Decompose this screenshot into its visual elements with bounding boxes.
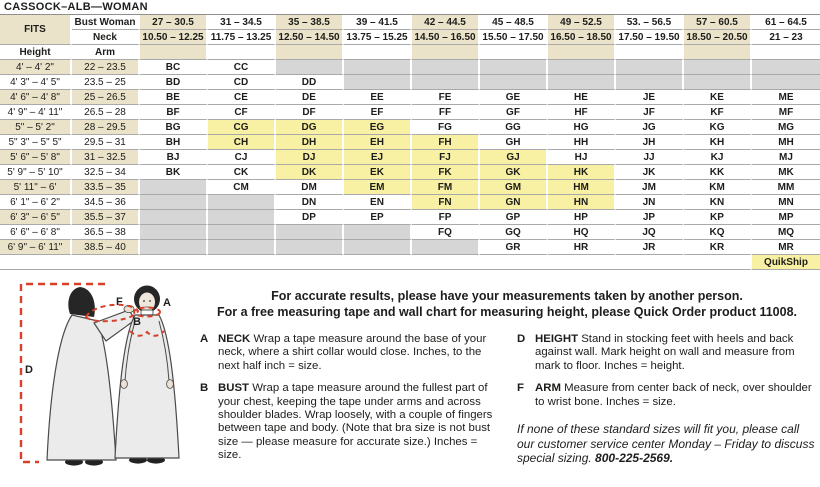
height-value: 5' 11" – 6' bbox=[0, 180, 72, 195]
size-code-cell: JN bbox=[616, 195, 684, 210]
size-code-cell: CD bbox=[208, 75, 276, 90]
empty-size-cell bbox=[412, 60, 480, 75]
size-code-cell: BK bbox=[140, 165, 208, 180]
instruction-term: HEIGHT bbox=[535, 333, 582, 345]
instruction-text: Wrap a tape measure around the base of your neck, where a shirt collar would close. Inches, to the next half inch = size. bbox=[218, 333, 487, 372]
size-code-cell: EN bbox=[344, 195, 412, 210]
size-code-cell: GF bbox=[480, 105, 548, 120]
height-value: 5" – 5' 2" bbox=[0, 120, 72, 135]
size-code-cell: JG bbox=[616, 120, 684, 135]
arm-value: 34.5 – 36 bbox=[72, 195, 140, 210]
size-code-cell: HQ bbox=[548, 225, 616, 240]
size-code-cell: EE bbox=[344, 90, 412, 105]
empty-size-cell bbox=[344, 225, 412, 240]
phone-number: 800-225-2569. bbox=[595, 451, 674, 466]
height-value: 4' 9" – 4' 11" bbox=[0, 105, 72, 120]
size-code-cell: BE bbox=[140, 90, 208, 105]
neck-range-header: 14.50 – 16.50 bbox=[412, 30, 480, 45]
size-code-cell: CJ bbox=[208, 150, 276, 165]
neck-range-header: 12.50 – 14.50 bbox=[276, 30, 344, 45]
size-code-cell: BG bbox=[140, 120, 208, 135]
instruction-text: Stand in stocking feet with heels and back against wall. Mark height on wall and measure from mark to floor. Inches = height. bbox=[535, 333, 795, 372]
bust-range-header: 45 – 48.5 bbox=[480, 15, 548, 30]
size-code-cell: EJ bbox=[344, 150, 412, 165]
neck-range-header: 21 – 23 bbox=[752, 30, 820, 45]
height-value: 5" 3" – 5" 5" bbox=[0, 135, 72, 150]
empty-size-cell bbox=[616, 60, 684, 75]
empty-size-cell bbox=[480, 75, 548, 90]
figure-label-f: F bbox=[116, 296, 123, 308]
size-code-cell: DH bbox=[276, 135, 344, 150]
size-code-cell: DF bbox=[276, 105, 344, 120]
size-code-cell: DP bbox=[276, 210, 344, 225]
size-code-cell: HF bbox=[548, 105, 616, 120]
neck-range-header: 17.50 – 19.50 bbox=[616, 30, 684, 45]
empty-size-cell bbox=[276, 240, 344, 255]
size-code-cell: HK bbox=[548, 165, 616, 180]
size-code-cell: KF bbox=[684, 105, 752, 120]
size-code-cell: KR bbox=[684, 240, 752, 255]
size-code-cell: CF bbox=[208, 105, 276, 120]
size-code-cell: HJ bbox=[548, 150, 616, 165]
arm-value: 23.5 – 25 bbox=[72, 75, 140, 90]
header-stub-cell bbox=[752, 45, 820, 60]
size-code-cell: GM bbox=[480, 180, 548, 195]
size-code-cell: BJ bbox=[140, 150, 208, 165]
instruction-height bbox=[517, 333, 816, 373]
size-code-cell: GQ bbox=[480, 225, 548, 240]
intro-text bbox=[196, 288, 818, 320]
instruction-letter: D bbox=[517, 333, 526, 345]
arm-value: 26.5 – 28 bbox=[72, 105, 140, 120]
size-code-cell: GG bbox=[480, 120, 548, 135]
empty-size-cell bbox=[752, 75, 820, 90]
bust-range-header: 53. – 56.5 bbox=[616, 15, 684, 30]
size-code-cell: GE bbox=[480, 90, 548, 105]
size-code-cell: FP bbox=[412, 210, 480, 225]
header-stub-cell bbox=[140, 45, 208, 60]
size-code-cell: KP bbox=[684, 210, 752, 225]
empty-size-cell bbox=[208, 210, 276, 225]
height-value: 4' 3" – 4' 5" bbox=[0, 75, 72, 90]
size-code-cell: EF bbox=[344, 105, 412, 120]
size-code-cell: HR bbox=[548, 240, 616, 255]
size-code-cell: CM bbox=[208, 180, 276, 195]
empty-size-cell bbox=[344, 75, 412, 90]
arm-column-header: Arm bbox=[72, 45, 140, 60]
neck-label: Neck bbox=[72, 30, 140, 45]
neck-range-header: 16.50 – 18.50 bbox=[548, 30, 616, 45]
size-code-cell: BD bbox=[140, 75, 208, 90]
instruction-text: Measure from center back of neck, over shoulder to wrist bone. Inches = size. bbox=[535, 382, 812, 408]
size-code-cell: JP bbox=[616, 210, 684, 225]
sizing-table bbox=[0, 14, 820, 270]
header-stub-cell bbox=[548, 45, 616, 60]
empty-size-cell bbox=[208, 240, 276, 255]
size-code-cell: CH bbox=[208, 135, 276, 150]
figure-label-a: A bbox=[163, 297, 171, 309]
instruction-letter: B bbox=[200, 382, 209, 395]
empty-size-cell bbox=[140, 210, 208, 225]
empty-size-cell bbox=[684, 60, 752, 75]
size-code-cell: HP bbox=[548, 210, 616, 225]
size-code-cell: JK bbox=[616, 165, 684, 180]
size-code-cell: MP bbox=[752, 210, 820, 225]
header-stub-cell bbox=[208, 45, 276, 60]
bottom-section bbox=[0, 281, 820, 482]
quikship-row-spacer bbox=[0, 255, 752, 270]
size-code-cell: JF bbox=[616, 105, 684, 120]
size-code-cell: KJ bbox=[684, 150, 752, 165]
quikship-badge: QuikShip bbox=[752, 255, 820, 270]
instruction-letter: A bbox=[200, 333, 209, 345]
bust-range-header: 35 – 38.5 bbox=[276, 15, 344, 30]
empty-size-cell bbox=[684, 75, 752, 90]
size-code-cell: CG bbox=[208, 120, 276, 135]
size-code-cell: HM bbox=[548, 180, 616, 195]
bust-woman-label: Bust Woman bbox=[72, 15, 140, 30]
size-code-cell: CK bbox=[208, 165, 276, 180]
header-stub-cell bbox=[276, 45, 344, 60]
size-code-cell: KQ bbox=[684, 225, 752, 240]
bust-range-header: 39 – 41.5 bbox=[344, 15, 412, 30]
size-code-cell: JH bbox=[616, 135, 684, 150]
size-code-cell: FM bbox=[412, 180, 480, 195]
empty-size-cell bbox=[276, 225, 344, 240]
size-code-cell: GH bbox=[480, 135, 548, 150]
size-code-cell: KM bbox=[684, 180, 752, 195]
size-code-cell: HE bbox=[548, 90, 616, 105]
size-code-cell: HG bbox=[548, 120, 616, 135]
instruction-columns bbox=[200, 333, 818, 472]
header-stub-cell bbox=[344, 45, 412, 60]
empty-size-cell bbox=[548, 75, 616, 90]
arm-value: 35.5 – 37 bbox=[72, 210, 140, 225]
intro-line-2: For a free measuring tape and wall chart for measuring height, please Quick Order product 11008. bbox=[216, 305, 798, 319]
size-code-cell: GP bbox=[480, 210, 548, 225]
empty-size-cell bbox=[548, 60, 616, 75]
intro-line-1: For accurate results, please have your measurements taken by another person. bbox=[271, 289, 743, 303]
arm-value: 38.5 – 40 bbox=[72, 240, 140, 255]
instructions-left-column bbox=[200, 333, 509, 472]
size-code-cell: EG bbox=[344, 120, 412, 135]
instruction-term: NECK bbox=[218, 333, 254, 345]
size-code-cell: FJ bbox=[412, 150, 480, 165]
size-code-cell: DM bbox=[276, 180, 344, 195]
size-code-cell: GR bbox=[480, 240, 548, 255]
size-code-cell: MF bbox=[752, 105, 820, 120]
size-code-cell: HN bbox=[548, 195, 616, 210]
size-code-cell: HH bbox=[548, 135, 616, 150]
height-value: 5' 6" – 5' 8" bbox=[0, 150, 72, 165]
height-value: 6' 6" – 6' 8" bbox=[0, 225, 72, 240]
size-code-cell: FK bbox=[412, 165, 480, 180]
size-code-cell: MM bbox=[752, 180, 820, 195]
empty-size-cell bbox=[412, 75, 480, 90]
instruction-term: ARM bbox=[535, 382, 565, 395]
bust-range-header: 57 – 60.5 bbox=[684, 15, 752, 30]
instructions-right-column bbox=[509, 333, 818, 472]
instruction-letter: F bbox=[517, 382, 524, 395]
instruction-arm bbox=[517, 382, 816, 409]
size-code-cell: FE bbox=[412, 90, 480, 105]
header-stub-cell bbox=[616, 45, 684, 60]
size-code-cell: DJ bbox=[276, 150, 344, 165]
size-code-cell: KE bbox=[684, 90, 752, 105]
size-code-cell: MN bbox=[752, 195, 820, 210]
arm-value: 32.5 – 34 bbox=[72, 165, 140, 180]
measurement-figure-illustration bbox=[2, 281, 196, 482]
arm-value: 36.5 – 38 bbox=[72, 225, 140, 240]
empty-size-cell bbox=[412, 240, 480, 255]
size-code-cell: EM bbox=[344, 180, 412, 195]
height-value: 5' 9" – 5' 10" bbox=[0, 165, 72, 180]
bust-range-header: 49 – 52.5 bbox=[548, 15, 616, 30]
size-code-cell: JE bbox=[616, 90, 684, 105]
empty-size-cell bbox=[208, 195, 276, 210]
size-code-cell: BC bbox=[140, 60, 208, 75]
size-code-cell: JR bbox=[616, 240, 684, 255]
arm-value: 31 – 32.5 bbox=[72, 150, 140, 165]
size-code-cell: EK bbox=[344, 165, 412, 180]
arm-value: 28 – 29.5 bbox=[72, 120, 140, 135]
neck-range-header: 13.75 – 15.25 bbox=[344, 30, 412, 45]
instruction-neck bbox=[200, 333, 495, 373]
size-code-cell: MJ bbox=[752, 150, 820, 165]
height-value: 4' – 4' 2" bbox=[0, 60, 72, 75]
instruction-bust bbox=[200, 382, 495, 462]
neck-range-header: 10.50 – 12.25 bbox=[140, 30, 208, 45]
empty-size-cell bbox=[140, 180, 208, 195]
height-value: 6' 9" – 6' 11" bbox=[0, 240, 72, 255]
empty-size-cell bbox=[616, 75, 684, 90]
size-code-cell: DG bbox=[276, 120, 344, 135]
bust-range-header: 31 – 34.5 bbox=[208, 15, 276, 30]
size-code-cell: MG bbox=[752, 120, 820, 135]
page-title: CASSOCK–ALB—WOMAN bbox=[4, 1, 148, 13]
instruction-text: Wrap a tape measure around the fullest part of your chest, keeping the tape under arms and across shoulder blades. Wrap loosely, with a couple of fingers between tape and body. (Note that bra size is not bust size — please measure for accurate size.) Inches = size. bbox=[218, 382, 493, 462]
instruction-term: BUST bbox=[218, 382, 253, 395]
size-code-cell: JM bbox=[616, 180, 684, 195]
empty-size-cell bbox=[276, 60, 344, 75]
size-code-cell: KG bbox=[684, 120, 752, 135]
size-code-cell: EP bbox=[344, 210, 412, 225]
size-code-cell: MK bbox=[752, 165, 820, 180]
size-code-cell: GJ bbox=[480, 150, 548, 165]
header-stub-cell bbox=[480, 45, 548, 60]
neck-range-header: 15.50 – 17.50 bbox=[480, 30, 548, 45]
empty-size-cell bbox=[140, 195, 208, 210]
size-code-cell: DD bbox=[276, 75, 344, 90]
empty-size-cell bbox=[344, 60, 412, 75]
size-code-cell: FF bbox=[412, 105, 480, 120]
size-code-cell: MR bbox=[752, 240, 820, 255]
size-code-cell: BH bbox=[140, 135, 208, 150]
size-code-cell: MH bbox=[752, 135, 820, 150]
size-code-cell: CC bbox=[208, 60, 276, 75]
special-sizing-note bbox=[517, 422, 816, 466]
size-code-cell: GK bbox=[480, 165, 548, 180]
empty-size-cell bbox=[140, 225, 208, 240]
height-value: 6' 3" – 6' 5" bbox=[0, 210, 72, 225]
header-stub-cell bbox=[684, 45, 752, 60]
figure-label-d: D bbox=[25, 364, 33, 376]
neck-range-header: 11.75 – 13.25 bbox=[208, 30, 276, 45]
bust-range-header: 61 – 64.5 bbox=[752, 15, 820, 30]
size-code-cell: CE bbox=[208, 90, 276, 105]
arm-value: 33.5 – 35 bbox=[72, 180, 140, 195]
size-code-cell: JJ bbox=[616, 150, 684, 165]
size-code-cell: BF bbox=[140, 105, 208, 120]
size-code-cell: DE bbox=[276, 90, 344, 105]
bust-range-header: 27 – 30.5 bbox=[140, 15, 208, 30]
neck-range-header: 18.50 – 20.50 bbox=[684, 30, 752, 45]
arm-value: 22 – 23.5 bbox=[72, 60, 140, 75]
note-text: If none of these standard sizes will fit you, please call our customer service center Monday – Friday to discuss special sizing. bbox=[517, 422, 815, 466]
empty-size-cell bbox=[752, 60, 820, 75]
size-code-cell: FN bbox=[412, 195, 480, 210]
empty-size-cell bbox=[208, 225, 276, 240]
header-stub-cell bbox=[412, 45, 480, 60]
fits-header-cell: FITS bbox=[0, 15, 72, 45]
size-code-cell: MQ bbox=[752, 225, 820, 240]
size-code-cell: DN bbox=[276, 195, 344, 210]
size-code-cell: DK bbox=[276, 165, 344, 180]
bust-range-header: 42 – 44.5 bbox=[412, 15, 480, 30]
size-code-cell: FH bbox=[412, 135, 480, 150]
height-value: 4' 6" – 4' 8" bbox=[0, 90, 72, 105]
size-code-cell: KN bbox=[684, 195, 752, 210]
figure-label-b: B bbox=[133, 316, 141, 328]
size-code-cell: GN bbox=[480, 195, 548, 210]
arm-value: 29.5 – 31 bbox=[72, 135, 140, 150]
height-column-header: Height bbox=[0, 45, 72, 60]
arm-value: 25 – 26.5 bbox=[72, 90, 140, 105]
size-code-cell: ME bbox=[752, 90, 820, 105]
size-code-cell: FG bbox=[412, 120, 480, 135]
empty-size-cell bbox=[344, 240, 412, 255]
size-code-cell: EH bbox=[344, 135, 412, 150]
size-code-cell: FQ bbox=[412, 225, 480, 240]
empty-size-cell bbox=[480, 60, 548, 75]
size-code-cell: KH bbox=[684, 135, 752, 150]
height-value: 6' 1" – 6' 2" bbox=[0, 195, 72, 210]
empty-size-cell bbox=[140, 240, 208, 255]
size-code-cell: KK bbox=[684, 165, 752, 180]
size-code-cell: JQ bbox=[616, 225, 684, 240]
